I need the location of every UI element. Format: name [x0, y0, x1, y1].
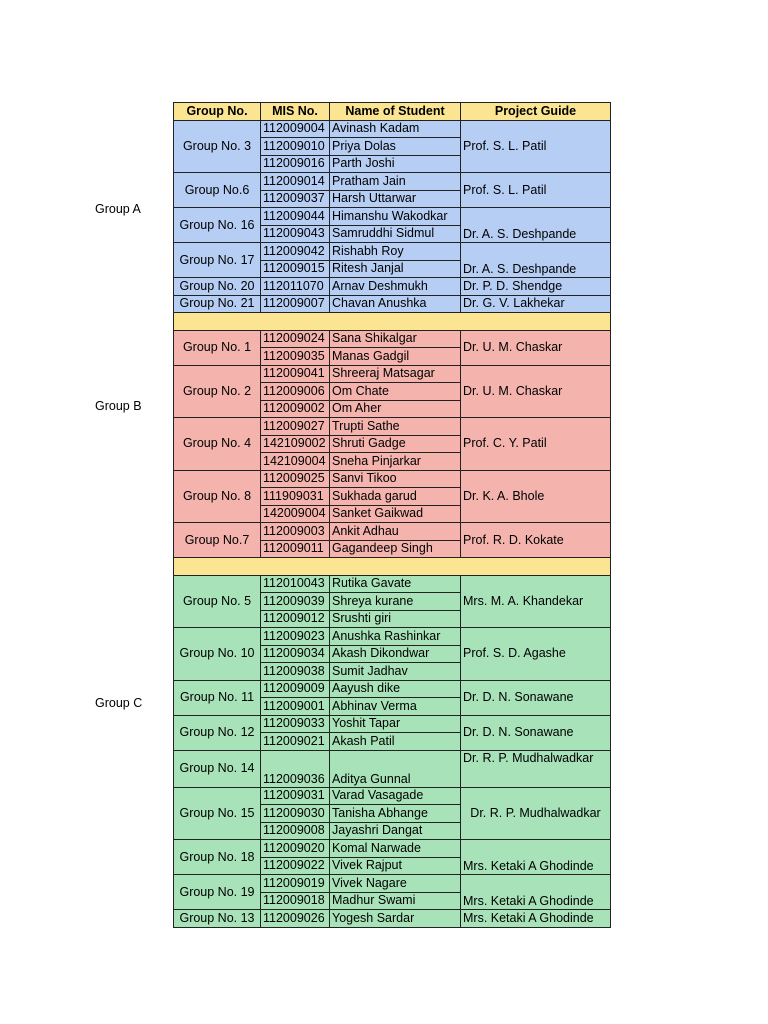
- project-guide-cell: Mrs. Ketaki A Ghodinde: [461, 875, 611, 910]
- project-guide-cell: Prof. S. L. Patil: [461, 173, 611, 208]
- group-number-cell: Group No. 11: [174, 680, 261, 715]
- student-name-cell: Parth Joshi: [330, 155, 461, 173]
- project-guide-cell: Dr. U. M. Chaskar: [461, 365, 611, 418]
- section-label: Group B: [95, 399, 142, 413]
- table-row: [174, 750, 611, 787]
- mis-number-cell: 112009021: [261, 733, 330, 751]
- student-name-cell: Yoshit Tapar: [330, 715, 461, 733]
- mis-number-cell: 112009041: [261, 365, 330, 383]
- project-groups-table: [173, 102, 611, 928]
- student-name-cell: Rishabh Roy: [330, 243, 461, 261]
- mis-number-cell: 112009024: [261, 330, 330, 348]
- student-name-cell: Yogesh Sardar: [330, 910, 461, 928]
- section-separator: [174, 313, 611, 331]
- student-name-cell: Srushti giri: [330, 610, 461, 628]
- project-guide-cell: Mrs. M. A. Khandekar: [461, 575, 611, 628]
- project-guide-cell: Dr. D. N. Sonawane: [461, 715, 611, 750]
- student-name-cell: Anushka Rashinkar: [330, 628, 461, 646]
- project-guide-cell: Dr. K. A. Bhole: [461, 470, 611, 523]
- student-name-cell: Ankit Adhau: [330, 523, 461, 541]
- mis-number-cell: 112009001: [261, 698, 330, 716]
- table-row: [174, 840, 611, 858]
- mis-number-cell: 112009036: [261, 750, 330, 787]
- project-guide-cell: Dr. P. D. Shendge: [461, 278, 611, 296]
- mis-number-cell: 112009043: [261, 225, 330, 243]
- project-guide-cell: Dr. A. S. Deshpande: [461, 208, 611, 243]
- mis-number-cell: 112009016: [261, 155, 330, 173]
- project-guide-cell: Prof. R. D. Kokate: [461, 523, 611, 558]
- mis-number-cell: 112009019: [261, 875, 330, 893]
- mis-number-cell: 111909031: [261, 488, 330, 506]
- group-number-cell: Group No. 17: [174, 243, 261, 278]
- mis-number-cell: 112009012: [261, 610, 330, 628]
- group-number-cell: Group No. 5: [174, 575, 261, 628]
- student-name-cell: Avinash Kadam: [330, 120, 461, 138]
- mis-number-cell: 112009035: [261, 348, 330, 366]
- table-row: [174, 208, 611, 226]
- student-name-cell: Vivek Rajput: [330, 857, 461, 875]
- student-name-cell: Chavan Anushka: [330, 295, 461, 313]
- student-name-cell: Tanisha Abhange: [330, 805, 461, 823]
- student-name-cell: Jayashri Dangat: [330, 822, 461, 840]
- mis-number-cell: 142109002: [261, 435, 330, 453]
- student-name-cell: Sneha Pinjarkar: [330, 453, 461, 471]
- group-number-cell: Group No. 1: [174, 330, 261, 365]
- group-number-cell: Group No. 18: [174, 840, 261, 875]
- mis-number-cell: 112009037: [261, 190, 330, 208]
- group-number-cell: Group No. 3: [174, 120, 261, 173]
- project-guide-cell: Dr. U. M. Chaskar: [461, 330, 611, 365]
- student-name-cell: Pratham Jain: [330, 173, 461, 191]
- group-number-cell: Group No.7: [174, 523, 261, 558]
- section-separator: [174, 558, 611, 576]
- mis-number-cell: 112009025: [261, 470, 330, 488]
- table-row: [174, 875, 611, 893]
- project-guide-cell: Dr. R. P. Mudhalwadkar: [461, 787, 611, 840]
- student-name-cell: Sana Shikalgar: [330, 330, 461, 348]
- student-name-cell: Sumit Jadhav: [330, 663, 461, 681]
- group-number-cell: Group No. 16: [174, 208, 261, 243]
- student-name-cell: Himanshu Wakodkar: [330, 208, 461, 226]
- mis-number-cell: 112009042: [261, 243, 330, 261]
- mis-number-cell: 142009004: [261, 505, 330, 523]
- project-guide-cell: Dr. G. V. Lakhekar: [461, 295, 611, 313]
- project-guide-cell: Dr. R. P. Mudhalwadkar: [461, 750, 611, 787]
- student-name-cell: Aayush dike: [330, 680, 461, 698]
- mis-number-cell: 112009004: [261, 120, 330, 138]
- student-name-cell: Shreeraj Matsagar: [330, 365, 461, 383]
- table-row: [174, 365, 611, 383]
- mis-number-cell: 142109004: [261, 453, 330, 471]
- mis-number-cell: 112011070: [261, 278, 330, 296]
- mis-number-cell: 112009044: [261, 208, 330, 226]
- mis-number-cell: 112009031: [261, 787, 330, 805]
- mis-number-cell: 112009002: [261, 400, 330, 418]
- mis-number-cell: 112009039: [261, 593, 330, 611]
- mis-number-cell: 112009010: [261, 138, 330, 156]
- student-name-cell: Sanvi Tikoo: [330, 470, 461, 488]
- mis-number-cell: 112009011: [261, 540, 330, 558]
- project-guide-cell: Prof. S. L. Patil: [461, 120, 611, 173]
- project-guide-cell: Mrs. Ketaki A Ghodinde: [461, 840, 611, 875]
- student-name-cell: Aditya Gunnal: [330, 750, 461, 787]
- student-name-cell: Sanket Gaikwad: [330, 505, 461, 523]
- student-name-cell: Rutika Gavate: [330, 575, 461, 593]
- table-row: [174, 715, 611, 733]
- group-number-cell: Group No. 20: [174, 278, 261, 296]
- header-mis-no: MIS No.: [261, 103, 330, 121]
- group-number-cell: Group No. 4: [174, 418, 261, 471]
- separator-cell: [174, 558, 611, 576]
- student-name-cell: Manas Gadgil: [330, 348, 461, 366]
- header-student-name: Name of Student: [330, 103, 461, 121]
- project-guide-cell: Mrs. Ketaki A Ghodinde: [461, 910, 611, 928]
- mis-number-cell: 112009034: [261, 645, 330, 663]
- table-row: [174, 278, 611, 296]
- student-name-cell: Om Aher: [330, 400, 461, 418]
- student-name-cell: Arnav Deshmukh: [330, 278, 461, 296]
- student-name-cell: Samruddhi Sidmul: [330, 225, 461, 243]
- mis-number-cell: 112009033: [261, 715, 330, 733]
- group-number-cell: Group No. 8: [174, 470, 261, 523]
- student-name-cell: Shreya kurane: [330, 593, 461, 611]
- section-label: Group A: [95, 202, 141, 216]
- mis-number-cell: 112009020: [261, 840, 330, 858]
- student-name-cell: Harsh Uttarwar: [330, 190, 461, 208]
- mis-number-cell: 112009009: [261, 680, 330, 698]
- mis-number-cell: 112009006: [261, 383, 330, 401]
- table-row: [174, 680, 611, 698]
- group-number-cell: Group No. 14: [174, 750, 261, 787]
- mis-number-cell: 112009003: [261, 523, 330, 541]
- student-name-cell: Madhur Swami: [330, 892, 461, 910]
- student-name-cell: Om Chate: [330, 383, 461, 401]
- project-guide-cell: Prof. C. Y. Patil: [461, 418, 611, 471]
- header-project-guide: Project Guide: [461, 103, 611, 121]
- table-row: [174, 120, 611, 138]
- mis-number-cell: 112009007: [261, 295, 330, 313]
- student-name-cell: Gagandeep Singh: [330, 540, 461, 558]
- table-row: [174, 470, 611, 488]
- table-row: [174, 330, 611, 348]
- table-row: [174, 173, 611, 191]
- student-name-cell: Varad Vasagade: [330, 787, 461, 805]
- student-name-cell: Shruti Gadge: [330, 435, 461, 453]
- mis-number-cell: 112009026: [261, 910, 330, 928]
- mis-number-cell: 112009027: [261, 418, 330, 436]
- group-number-cell: Group No. 12: [174, 715, 261, 750]
- table-row: [174, 243, 611, 261]
- table-row: [174, 295, 611, 313]
- mis-number-cell: 112009014: [261, 173, 330, 191]
- header-row: [174, 103, 611, 121]
- group-number-cell: Group No. 10: [174, 628, 261, 681]
- table-row: [174, 628, 611, 646]
- table-row: [174, 910, 611, 928]
- mis-number-cell: 112009030: [261, 805, 330, 823]
- student-name-cell: Sukhada garud: [330, 488, 461, 506]
- project-guide-cell: Prof. S. D. Agashe: [461, 628, 611, 681]
- group-number-cell: Group No. 15: [174, 787, 261, 840]
- table-row: [174, 787, 611, 805]
- mis-number-cell: 112009022: [261, 857, 330, 875]
- student-name-cell: Komal Narwade: [330, 840, 461, 858]
- table-row: [174, 418, 611, 436]
- table-row: [174, 575, 611, 593]
- project-guide-cell: Dr. D. N. Sonawane: [461, 680, 611, 715]
- separator-cell: [174, 313, 611, 331]
- section-label: Group C: [95, 696, 143, 710]
- mis-number-cell: 112009038: [261, 663, 330, 681]
- group-number-cell: Group No. 13: [174, 910, 261, 928]
- student-name-cell: Vivek Nagare: [330, 875, 461, 893]
- group-number-cell: Group No.6: [174, 173, 261, 208]
- student-name-cell: Priya Dolas: [330, 138, 461, 156]
- student-name-cell: Abhinav Verma: [330, 698, 461, 716]
- group-number-cell: Group No. 21: [174, 295, 261, 313]
- student-name-cell: Ritesh Janjal: [330, 260, 461, 278]
- mis-number-cell: 112009008: [261, 822, 330, 840]
- student-name-cell: Akash Dikondwar: [330, 645, 461, 663]
- mis-number-cell: 112010043: [261, 575, 330, 593]
- mis-number-cell: 112009018: [261, 892, 330, 910]
- student-name-cell: Akash Patil: [330, 733, 461, 751]
- student-name-cell: Trupti Sathe: [330, 418, 461, 436]
- table-row: [174, 523, 611, 541]
- header-group-no: Group No.: [174, 103, 261, 121]
- group-number-cell: Group No. 19: [174, 875, 261, 910]
- mis-number-cell: 112009023: [261, 628, 330, 646]
- mis-number-cell: 112009015: [261, 260, 330, 278]
- group-number-cell: Group No. 2: [174, 365, 261, 418]
- project-guide-cell: Dr. A. S. Deshpande: [461, 243, 611, 278]
